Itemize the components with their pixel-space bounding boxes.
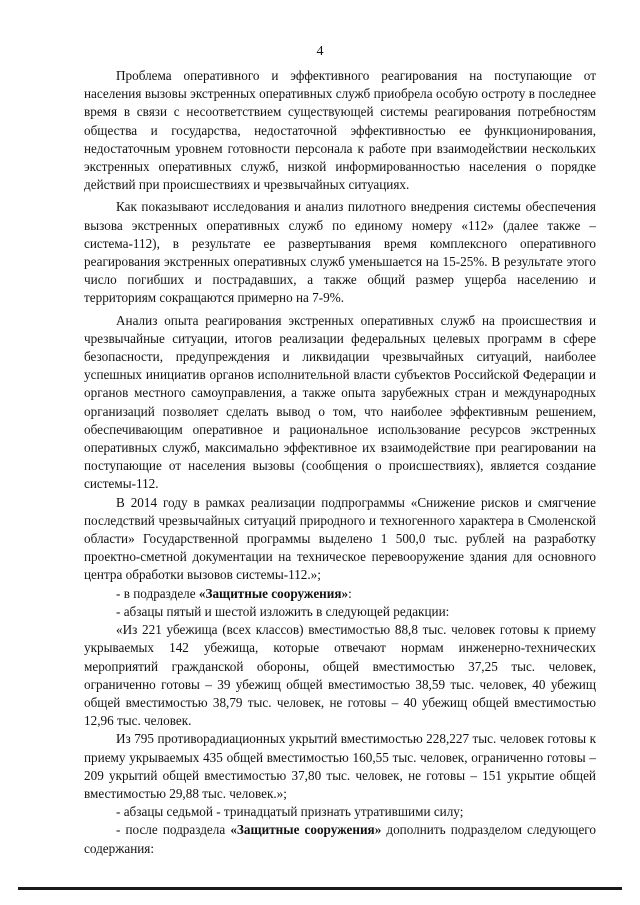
after-line-suffix: дополнить подразделом следующего содержания: — [84, 822, 596, 856]
quote-radiation-shelters: Из 795 противорадиационных укрытий вместимостью 228,227 тыс. человек готовы к приему укрываемых 435 общей вместимостью 160,55 тыс. человек, ограниченно готовы – 209 укрытий общей вместимостью 37,80 тыс. человек, не готовы – 151 укрытие общей вместимостью 29,88 тыс. человек.»; — [84, 731, 596, 801]
paragraph-research: Как показывают исследования и анализ пилотного внедрения системы обеспечения вызова экстренных оперативных служб по единому номеру «112» (далее также – система-112), в результате ее развертывания время комплексного оперативного реагирования экстренных оперативных служб уменьшается на 15-25%. В результате этого число погибших и пострадавших, а также общий размер ущерба населению и территориям сокращаются примерно на 7-9%. — [84, 199, 596, 306]
paragraph-problem: Проблема оперативного и эффективного реагирования на поступающие от населения вызовы экстренных оперативных служб приобрела особую остроту в последнее время в связи с несоответствием существующей системы реагирования потребностям общества и государства, недостаточной эффективностью ее функционирования, недостаточным уровнем готовности персонала к работе при взаимодействии нескольких экстренных оперативных служб, низкой информированностью населения о порядке действий при происшествиях и чрезвычайных ситуациях. — [84, 68, 596, 193]
document-body — [84, 67, 596, 858]
paragraph-2014: В 2014 году в рамках реализации подпрограммы «Снижение рисков и смягчение последствий чрезвычайных ситуаций природного и техногенного характера в Смоленской области» Государственной программы выделено 1 500,0 тыс. рублей на разработку проектно-сметной документации на техническое перевооружение здания для основного центра обработки вызовов системы-112.»; — [84, 494, 596, 583]
quote-shelters: «Из 221 убежища (всех классов) вместимостью 88,8 тыс. человек готовы к приему укрываемых 142 убежища, которые отвечают нормам инженерно-технических мероприятий гражданской обороны, общей вместимостью 37,25 тыс. человек, ограниченно готовы – 39 убежищ общей вместимостью 38,59 тыс. человек, 40 убежищ общей вместимостью 38,79 тыс. человек, не готовы – 40 убежищ общей вместимостью 12,96 тыс. человек. — [84, 622, 596, 729]
bottom-rule — [18, 887, 622, 890]
amend-line: - абзацы пятый и шестой изложить в следующей редакции: — [116, 603, 450, 619]
subsection-title: «Защитные сооружения» — [198, 585, 349, 601]
after-line-title: «Защитные сооружения» — [230, 822, 382, 838]
paragraph-analysis: Анализ опыта реагирования экстренных оперативных служб на происшествия и чрезвычайные ситуации, итогов реализации федеральных целевых программ в сфере безопасности, предупреждения и ликвидации чрезвычайных ситуаций, наиболее успешных инициатив органов исполнительной власти субъектов Российской Федерации и органов местного самоуправления, а также опыта зарубежных стран и международных организаций позволяет сделать вывод о том, что наиболее эффективным решением, обеспечивающим оперативное и рациональное использование ресурсов экстренных оперативных служб, максимально эффективное их взаимодействие при реагировании на поступающие от населения вызовы (сообщения о происшествиях), является создание системы-112. — [84, 312, 596, 492]
subsection-intro — [84, 585, 596, 603]
subsection-intro-suffix: : — [348, 585, 352, 601]
page-number: 4 — [316, 44, 324, 59]
after-subsection-line — [84, 821, 596, 857]
after-line-prefix: - после подраздела — [116, 822, 231, 838]
subsection-intro-prefix: - в подразделе — [116, 585, 199, 601]
repeal-line: - абзацы седьмой - тринадцатый признать утратившими силу; — [116, 804, 464, 820]
